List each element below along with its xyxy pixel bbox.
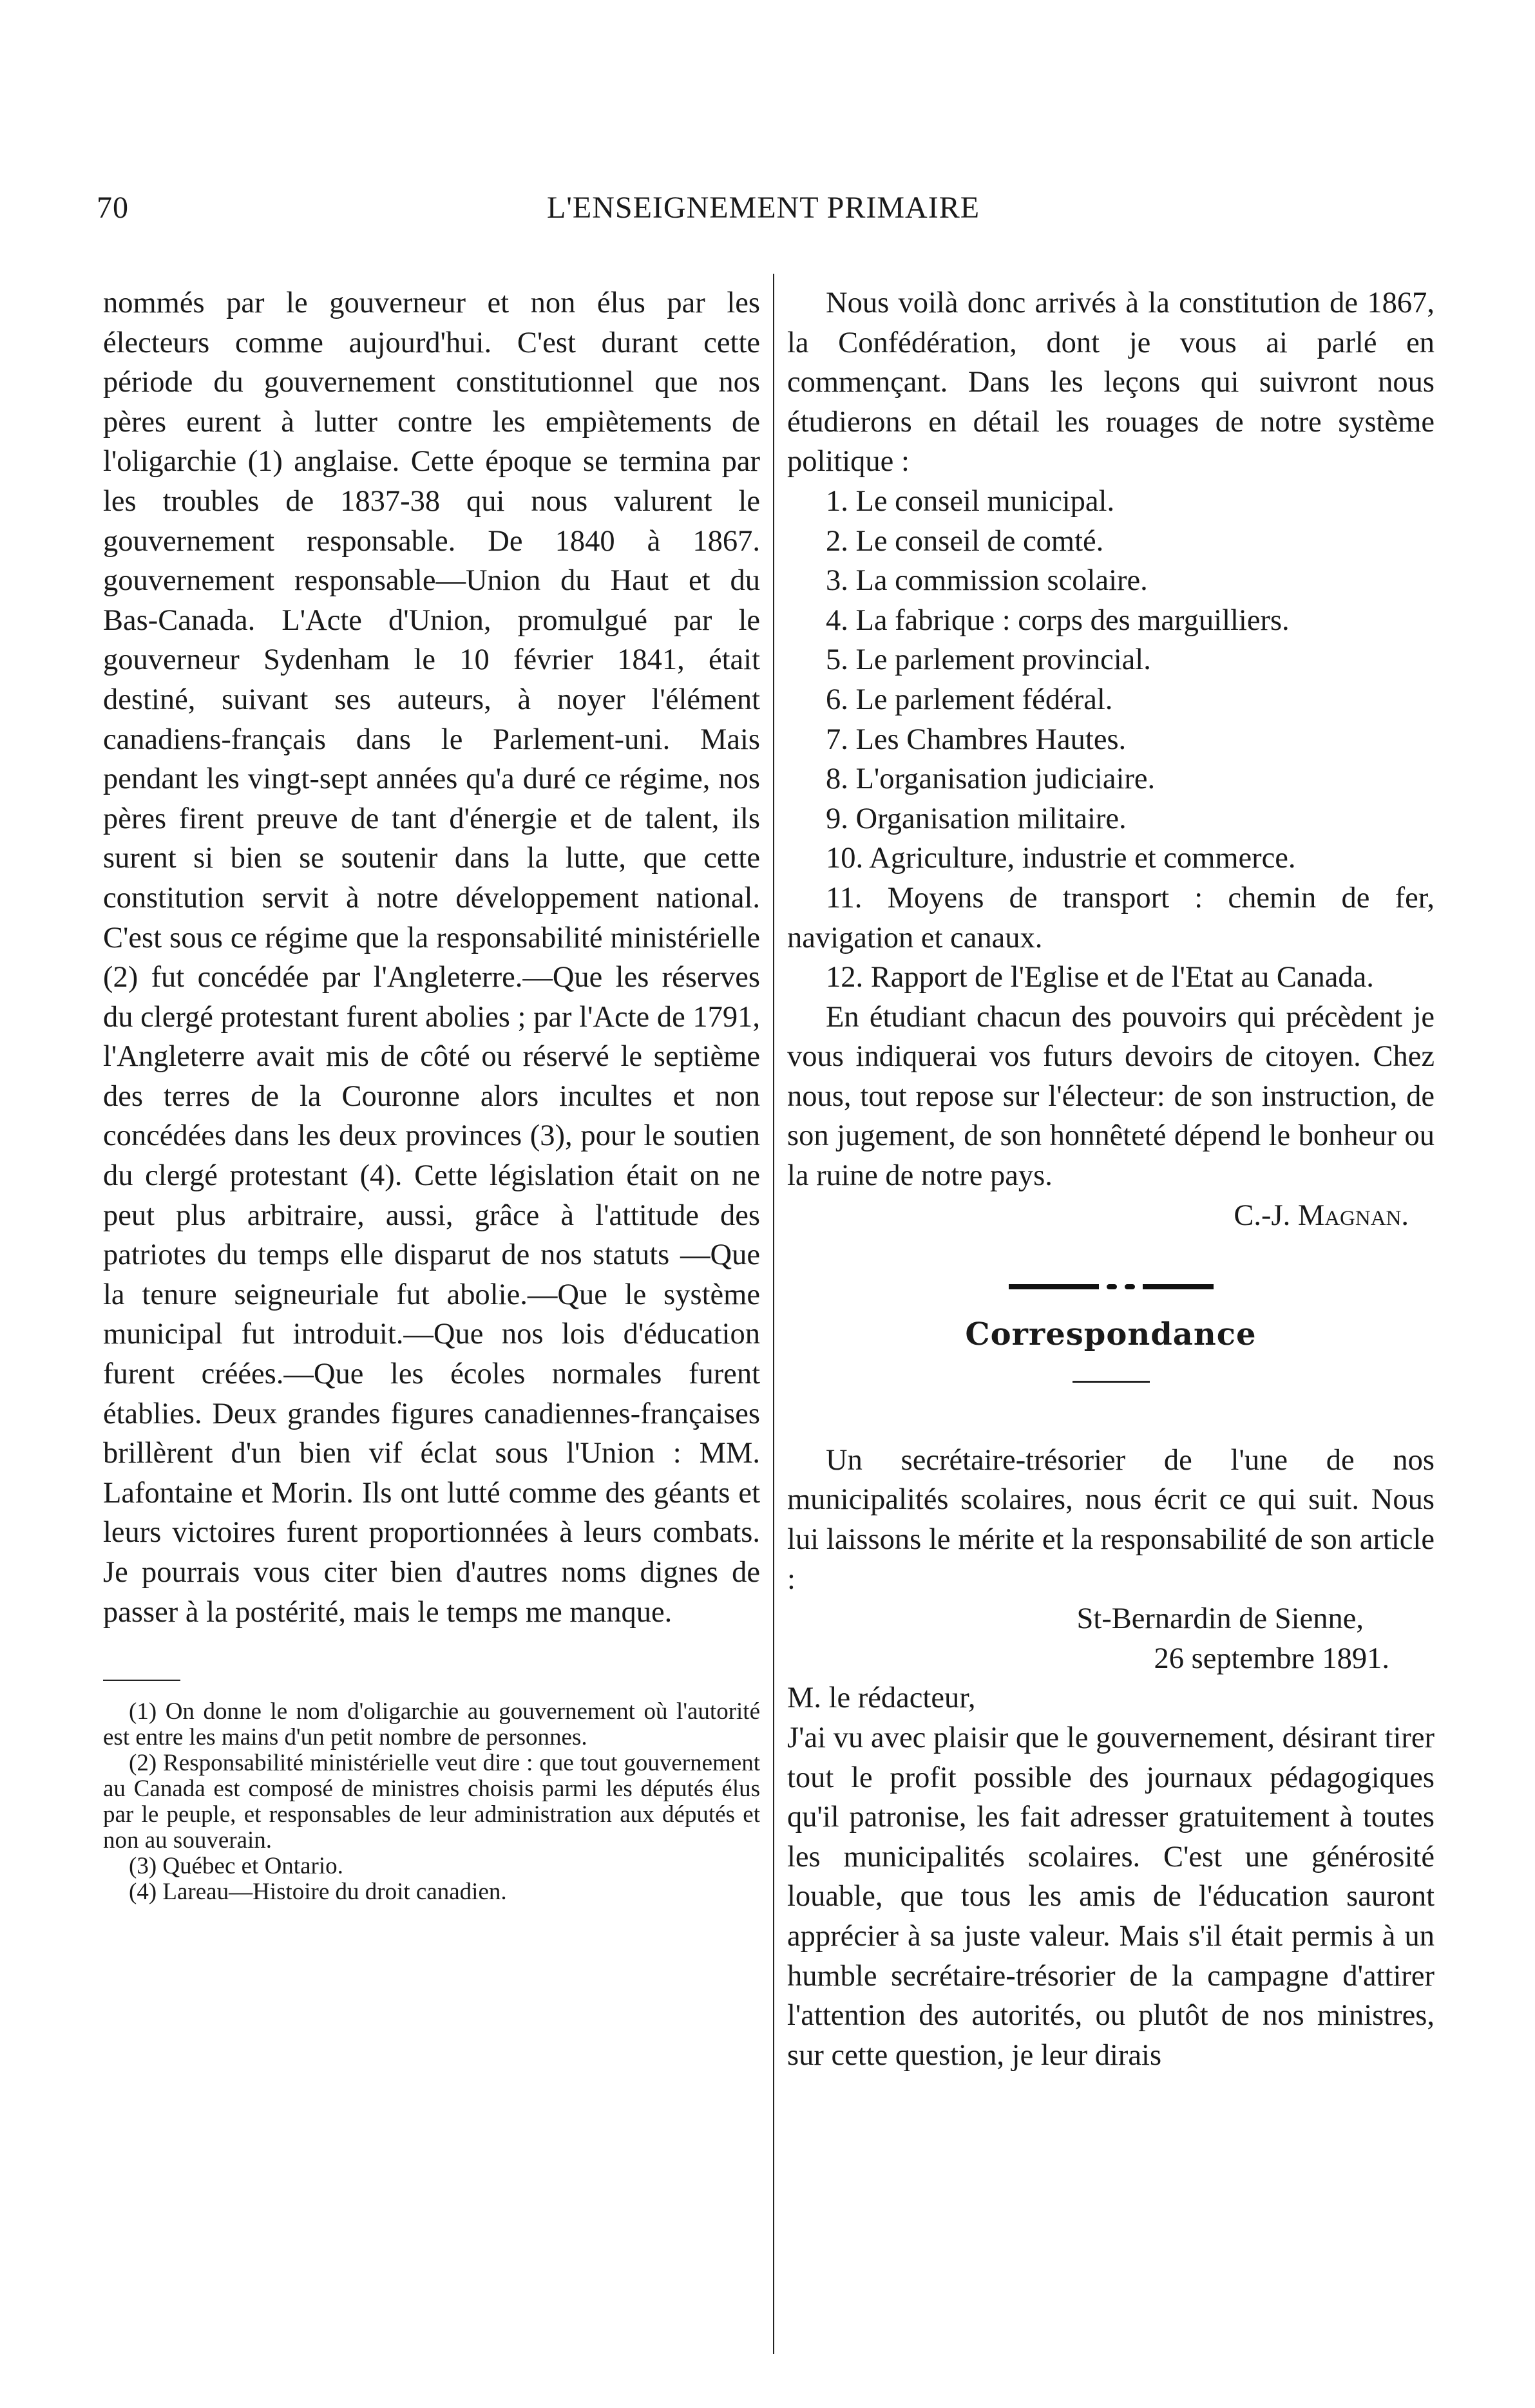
list-item: 4. La fabrique : corps des marguilliers. <box>826 603 1290 637</box>
list-item: 8. L'organisation judiciaire. <box>826 763 1156 796</box>
page-header <box>97 190 1430 235</box>
letter-date: 26 septembre 1891. <box>1154 1642 1389 1675</box>
ornament-dot <box>1107 1284 1117 1289</box>
correspondence-intro: Un secrétaire-trésorier de l'une de nos municipalités scolaires, nous écrit ce qui suit. Nous lui laissons le mérite et la responsabilité de son article : <box>787 1443 1435 1596</box>
ornament-bar <box>1143 1284 1214 1289</box>
page-number: 70 <box>97 191 129 225</box>
ornament-dot <box>1125 1284 1135 1289</box>
section-ornament <box>787 1280 1435 1293</box>
footnote-rule <box>103 1680 180 1681</box>
footnote-3: (3) Québec et Ontario. <box>129 1853 343 1880</box>
left-column <box>103 283 760 1905</box>
letter-salutation: M. le rédacteur, <box>787 1682 976 1715</box>
right-column <box>787 283 1435 2075</box>
list-item: 6. Le parlement fédéral. <box>826 683 1113 716</box>
topics-list <box>787 482 1435 998</box>
body-paragraph: nommés par le gouverneur et non élus par les électeurs comme aujourd'hui. C'est durant cette période du gouvernement constitutionnel que nos pères eurent à lutter contre les empiètements de l'oligarchie (1) anglaise. Cette époque se termina par les troubles de 1837-38 qui nous valurent le gouvernement responsable. De 1840 à 1867. gouvernement responsable—Union du Haut et du Bas-Canada. L'Acte d'Union, promulgué par le gouverneur Sydenham le 10 février 1841, était destiné, suivant ses auteurs, à noyer l'élément canadiens-français dans le Parlement-uni. Mais pendant les vingt-sept années qu'a duré ce régime, nos pères firent preuve de tant d'énergie et de talent, ils surent si bien se soutenir dans la lutte, que cette constitution servit à notre développement national. C'est sous ce régime que la responsabilité ministérielle (2) fut concédée par l'Angleterre.—Que les réserves du clergé protestant furent abolies ; par l'Acte de 1791, l'Angleterre avait mis de côté ou réservé le septième des terres de la Couronne alors incultes et non concédées dans les deux provinces (3), pour le soutien du clergé protestant (4). Cette législation était on ne peut plus arbitraire, aussi, grâce à l'attitude des patriotes du temps elle disparut de nos statuts —Que la tenure seigneuriale fut abolie.—Que le système municipal fut introduit.—Que nos lois d'éducation furent créées.—Que les écoles normales furent établies. Deux grandes figures canadiennes-françaises brillèrent d'un bien vif éclat sous l'Union : MM. Lafontaine et Morin. Ils ont lutté comme des géants et leurs victoires furent proportionnées à leurs combats. Je pourrais vous citer bien d'autres noms dignes de passer à la postérité, mais le temps me manque. <box>103 287 760 1629</box>
letter-body: J'ai vu avec plaisir que le gouvernement, désirant tirer tout le profit possible des journaux pédagogiques qu'il patronise, les fait adresser gratuitement à toutes les municipalités scolaires. C'est une générosité louable, que tous les amis de l'éducation sauront apprécier à sa juste valeur. Mais s'il était permis à un humble secrétaire-trésorier de la campagne d'attirer l'attention des autorités, ou plutôt de nos ministres, sur cette question, je leur dirais <box>787 1721 1435 2072</box>
list-item: 10. Agriculture, industrie et commerce. <box>826 842 1296 875</box>
list-item: 12. Rapport de l'Eglise et de l'Etat au Canada. <box>826 961 1374 994</box>
closing-paragraph: En étudiant chacun des pouvoirs qui précèdent je vous indiquerai vos futurs devoirs de citoyen. Chez nous, tout repose sur l'électeur: de son instruction, de son jugement, de son honnêteté dépend le bonheur ou la ruine de notre pays. <box>787 1000 1435 1193</box>
list-item: 1. Le conseil municipal. <box>826 484 1115 518</box>
list-item: 11. Moyens de transport : chemin de fer, navigation et canaux. <box>787 881 1435 954</box>
footnote-4: (4) Lareau—Histoire du droit canadien. <box>129 1879 507 1906</box>
list-item: 2. Le conseil de comté. <box>826 524 1104 558</box>
footnotes <box>103 1699 760 1905</box>
list-item: 7. Les Chambres Hautes. <box>826 723 1127 756</box>
section-title: Correspondance <box>965 1316 1257 1353</box>
letter-place: St-Bernardin de Sienne, <box>1076 1602 1364 1636</box>
intro-paragraph: Nous voilà donc arrivés à la constitution de 1867, la Confédération, dont je vous ai parlé en commençant. Dans les leçons qui suivront nous étudierons en détail les rouages de notre système politique : <box>787 287 1435 479</box>
list-item: 3. La commission scolaire. <box>826 564 1148 598</box>
footnote-2: (2) Responsabilité ministérielle veut dire : que tout gouvernement au Canada est composé de ministres choisis parmi les députés élus par le peuple, et responsables de leur administration aux députés et non au souverain. <box>103 1750 760 1854</box>
list-item: 5. Le parlement provincial. <box>826 643 1151 677</box>
list-item: 9. Organisation militaire. <box>826 802 1127 835</box>
running-title: L'ENSEIGNEMENT PRIMAIRE <box>546 191 980 225</box>
section-rule <box>1073 1381 1150 1383</box>
ornament-bar <box>1009 1284 1099 1289</box>
author-signature: C.-J. Magnan. <box>1234 1199 1409 1232</box>
footnote-1: (1) On donne le nom d'oligarchie au gouvernement où l'autorité est entre les mains d'un petit nombre de personnes. <box>103 1698 760 1751</box>
column-divider <box>773 274 774 2354</box>
